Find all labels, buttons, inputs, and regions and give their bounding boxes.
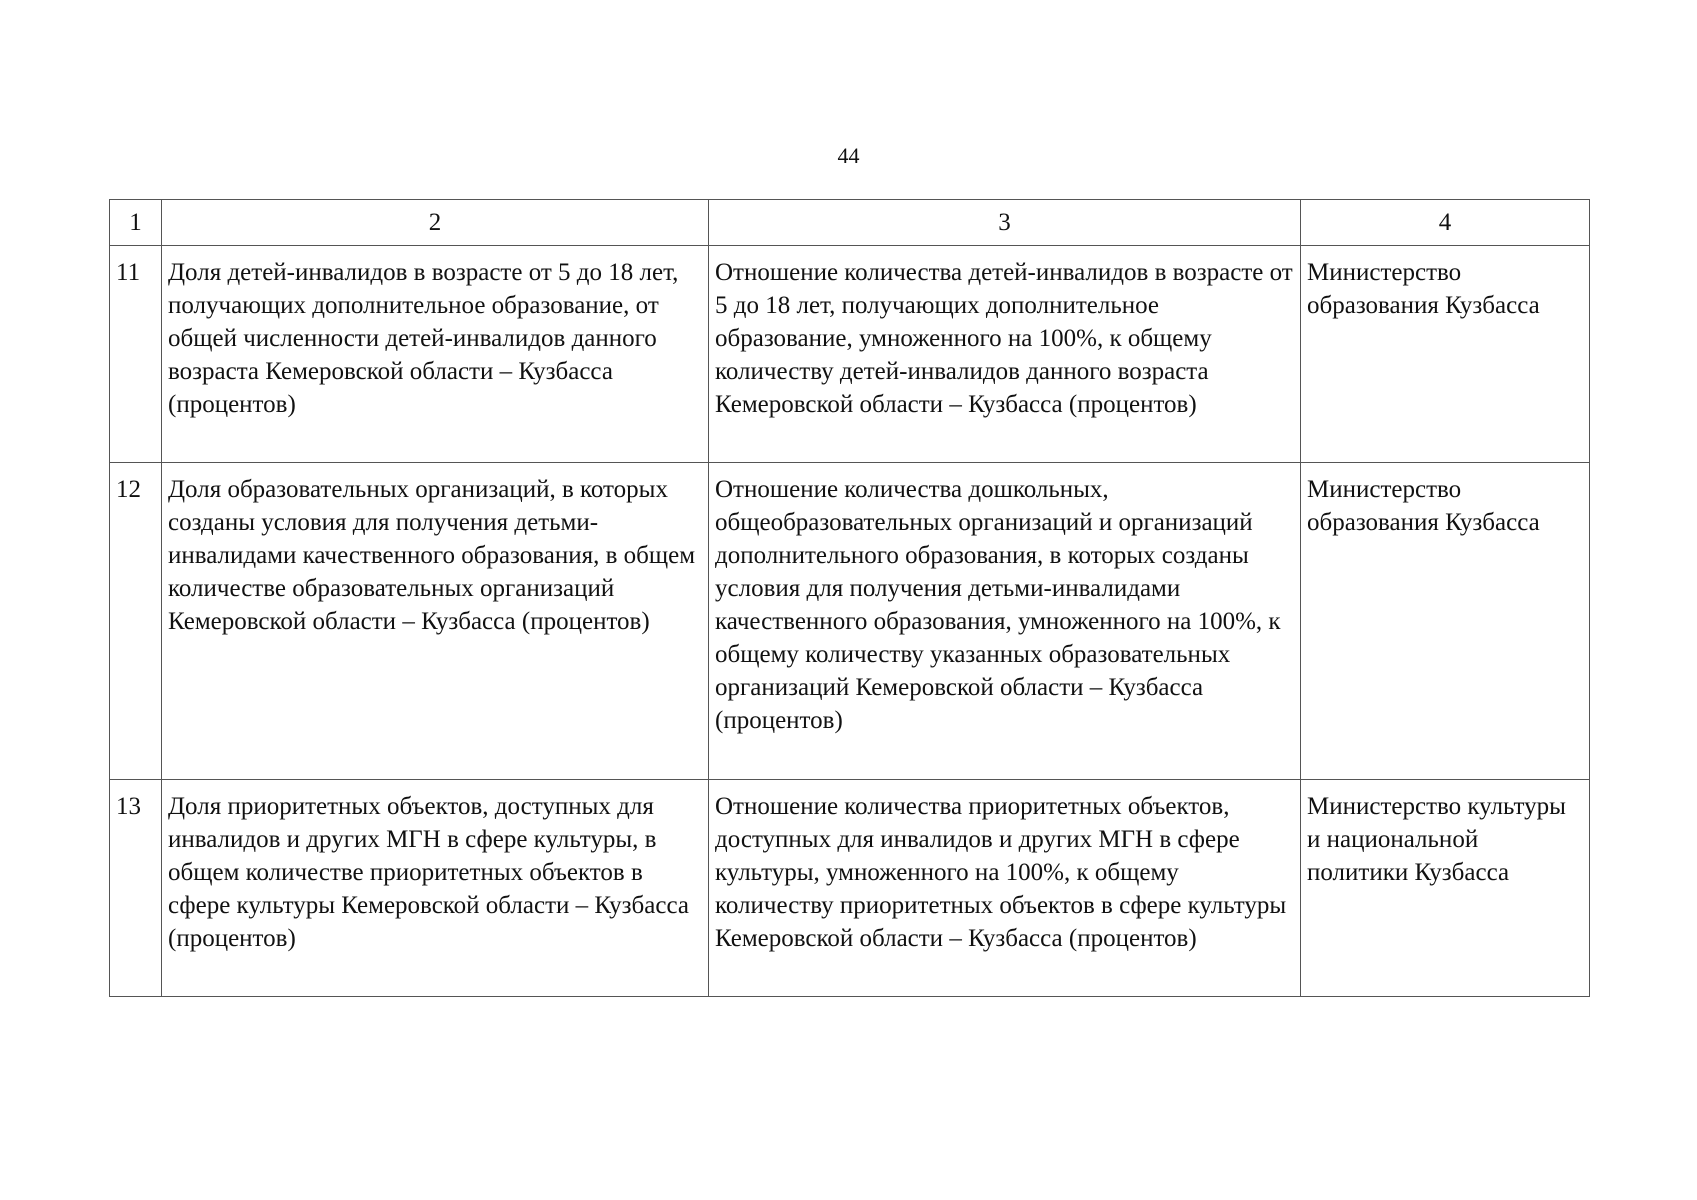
responsible-body-cell: Министерство образования Кузбасса (1301, 463, 1590, 780)
page-number: 44 (837, 143, 860, 168)
column-header-2: 2 (162, 200, 709, 246)
calculation-method-cell: Отношение количества детей-инвалидов в возрасте от 5 до 18 лет, получающих дополнительное образование, умноженного на 100%, к общему количеству детей-инвалидов данного возраста Кемеровской области – Кузбасса (процентов) (709, 246, 1301, 463)
table-body (110, 246, 1590, 997)
calculation-method-cell: Отношение количества дошкольных, общеобразовательных организаций и организаций дополнительного образования, в которых созданы условия для получения детьми-инвалидами качественного образования, умноженного на 100%, к общему количеству указанных образовательных организаций Кемеровской области – Кузбасса (процентов) (709, 463, 1301, 780)
responsible-body-cell: Министерство образования Кузбасса (1301, 246, 1590, 463)
table-row (110, 780, 1590, 997)
responsible-body-cell: Министерство культуры и национальной политики Кузбасса (1301, 780, 1590, 997)
table-row (110, 246, 1590, 463)
indicator-name-cell: Доля образовательных организаций, в которых созданы условия для получения детьми-инвалидами качественного образования, в общем количестве образовательных организаций Кемеровской области – Кузбасса (процентов) (162, 463, 709, 780)
row-number: 11 (110, 246, 162, 463)
indicator-name-cell: Доля детей-инвалидов в возрасте от 5 до 18 лет, получающих дополнительное образование, от общей численности детей-инвалидов данного возраста Кемеровской области – Кузбасса (процентов) (162, 246, 709, 463)
column-header-1: 1 (110, 200, 162, 246)
column-header-4: 4 (1301, 200, 1590, 246)
table-header-row (110, 200, 1590, 246)
row-number: 13 (110, 780, 162, 997)
indicator-name-cell: Доля приоритетных объектов, доступных для инвалидов и других МГН в сфере культуры, в общем количестве приоритетных объектов в сфере культуры Кемеровской области – Кузбасса (процентов) (162, 780, 709, 997)
row-number: 12 (110, 463, 162, 780)
table-row (110, 463, 1590, 780)
table-header (110, 200, 1590, 246)
column-header-3: 3 (709, 200, 1301, 246)
indicators-table (109, 199, 1590, 997)
calculation-method-cell: Отношение количества приоритетных объектов, доступных для инвалидов и других МГН в сфере культуры, умноженного на 100%, к общему количеству приоритетных объектов в сфере культуры Кемеровской области – Кузбасса (процентов) (709, 780, 1301, 997)
